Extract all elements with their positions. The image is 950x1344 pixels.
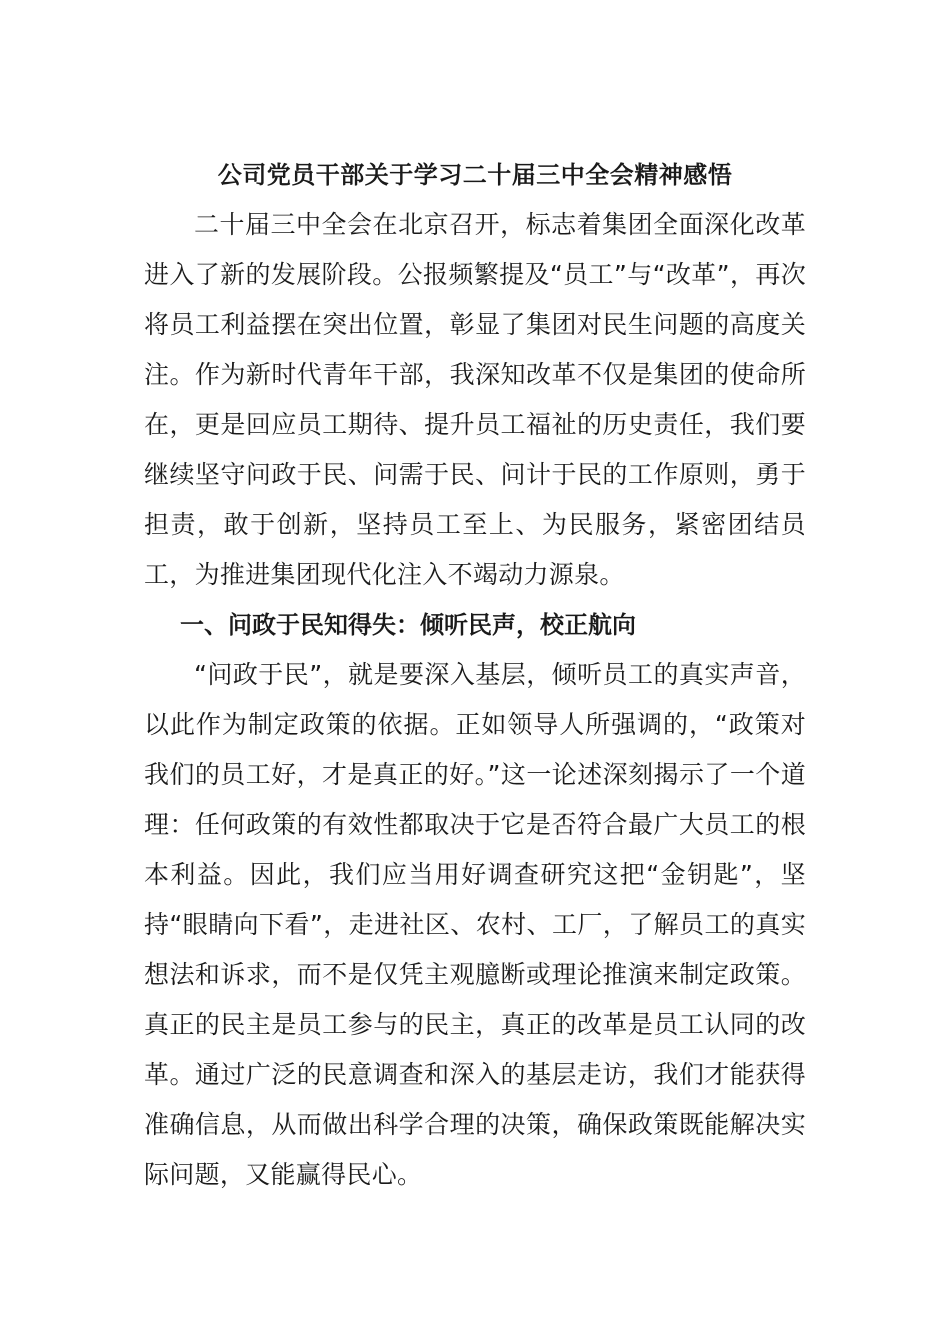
section-heading: 一、问政于民知得失：倾听民声，校正航向 (180, 611, 636, 639)
section-paragraph: “问政于民”，就是要深入基层，倾听员工的真实声音，以此作为制定政策的依据。正如领导人所强调的，“政策对我们的员工好，才是真正的好。”这一论述深刻揭示了一个道理：任何政策的有效性都取决于它是否符合最广大员工的根本利益。因此，我们应当用好调查研究这把“金钥匙”，坚持“眼睛向下看”，走进社区、农村、工厂，了解员工的真实想法和诉求，而不是仅凭主观臆断或理论推演来制定政策。真正的民主是员工参与的民主，真正的改革是员工认同的改革。通过广泛的民意调查和深入的基层走访，我们才能获得准确信息，从而做出科学合理的决策，确保政策既能解决实际问题，又能赢得民心。 (144, 660, 806, 1189)
document-body (144, 150, 806, 1200)
intro-paragraph: 二十届三中全会在北京召开，标志着集团全面深化改革进入了新的发展阶段。公报频繁提及“员工”与“改革”，再次将员工利益摆在突出位置，彰显了集团对民生问题的高度关注。作为新时代青年干部，我深知改革不仅是集团的使命所在，更是回应员工期待、提升员工福祉的历史责任，我们要继续坚守问政于民、问需于民、问计于民的工作原则，勇于担责，敢于创新，坚持员工至上、为民服务，紧密团结员工，为推进集团现代化注入不竭动力源泉。 (144, 210, 806, 589)
document-title: 公司党员干部关于学习二十届三中全会精神感悟 (217, 161, 733, 189)
